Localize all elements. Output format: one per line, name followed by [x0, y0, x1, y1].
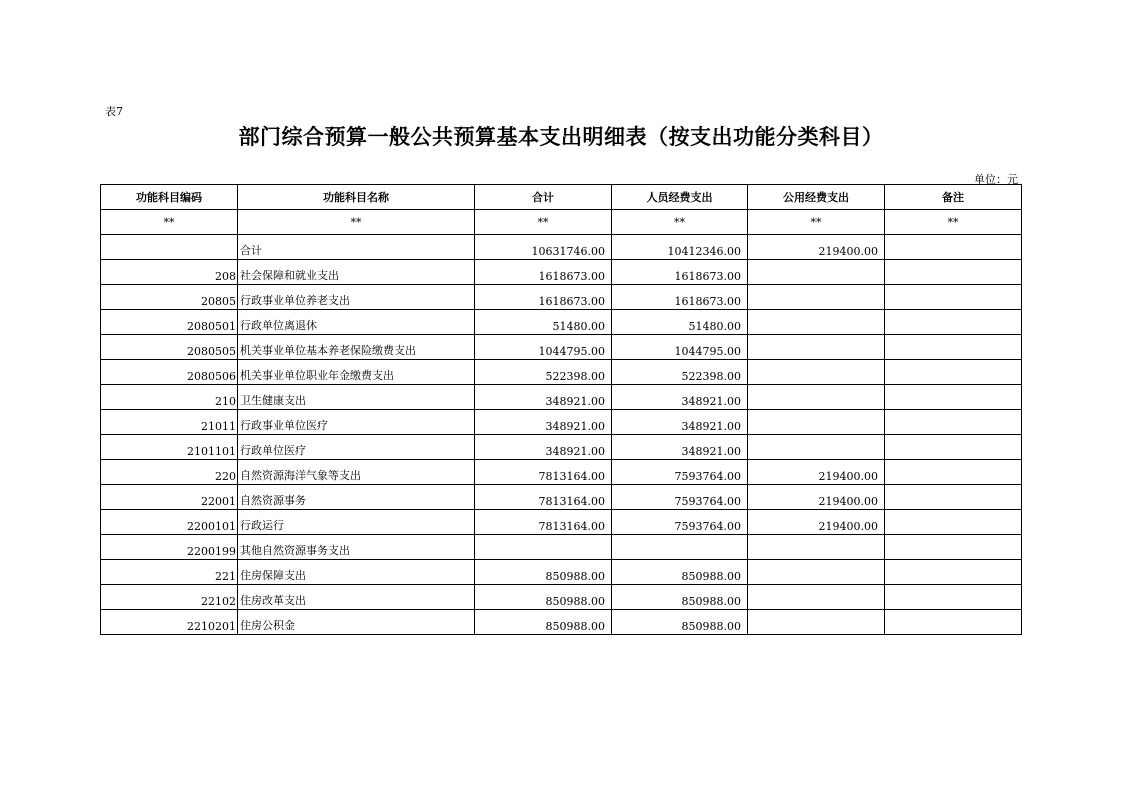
name-cell: 住房公积金 — [238, 610, 475, 635]
column-header: 人员经费支出 — [612, 185, 748, 210]
personnel-cell: 10412346.00 — [612, 235, 748, 260]
total-cell: 51480.00 — [475, 310, 612, 335]
personnel-cell: 7593764.00 — [612, 510, 748, 535]
page-title: 部门综合预算一般公共预算基本支出明细表（按支出功能分类科目） — [238, 125, 884, 149]
personnel-cell: 348921.00 — [612, 385, 748, 410]
name-cell: 机关事业单位职业年金缴费支出 — [238, 360, 475, 385]
name-cell: 其他自然资源事务支出 — [238, 535, 475, 560]
total-cell: 348921.00 — [475, 385, 612, 410]
note-cell — [885, 585, 1022, 610]
code-cell: 210 — [101, 385, 238, 410]
public-cell: 219400.00 — [748, 460, 885, 485]
code-cell — [101, 235, 238, 260]
table-row — [101, 460, 1022, 485]
code-cell: 22102 — [101, 585, 238, 610]
personnel-cell: 850988.00 — [612, 560, 748, 585]
public-cell — [748, 260, 885, 285]
total-cell — [475, 535, 612, 560]
note-cell — [885, 360, 1022, 385]
public-cell — [748, 610, 885, 635]
table-row — [101, 235, 1022, 260]
name-cell: 自然资源海洋气象等支出 — [238, 460, 475, 485]
table-number: 表7 — [105, 105, 123, 118]
total-cell: 1618673.00 — [475, 260, 612, 285]
table-row — [101, 560, 1022, 585]
note-cell — [885, 460, 1022, 485]
code-cell: 208 — [101, 260, 238, 285]
code-cell: 221 — [101, 560, 238, 585]
personnel-cell: 348921.00 — [612, 410, 748, 435]
note-cell — [885, 260, 1022, 285]
name-cell: 社会保障和就业支出 — [238, 260, 475, 285]
name-cell: 卫生健康支出 — [238, 385, 475, 410]
subheader-row — [101, 210, 1022, 235]
public-cell — [748, 435, 885, 460]
subheader-cell: ** — [748, 210, 885, 235]
personnel-cell: 7593764.00 — [612, 485, 748, 510]
name-cell: 自然资源事务 — [238, 485, 475, 510]
name-cell: 行政单位离退休 — [238, 310, 475, 335]
table-row — [101, 360, 1022, 385]
table-row — [101, 385, 1022, 410]
unit-label: 单位：元 — [974, 173, 1018, 186]
total-cell: 1618673.00 — [475, 285, 612, 310]
table-row — [101, 585, 1022, 610]
note-cell — [885, 385, 1022, 410]
code-cell: 2080505 — [101, 335, 238, 360]
total-cell: 7813164.00 — [475, 485, 612, 510]
public-cell — [748, 360, 885, 385]
code-cell: 2080506 — [101, 360, 238, 385]
total-cell: 7813164.00 — [475, 510, 612, 535]
personnel-cell: 1044795.00 — [612, 335, 748, 360]
note-cell — [885, 560, 1022, 585]
total-cell: 850988.00 — [475, 560, 612, 585]
column-header: 备注 — [885, 185, 1022, 210]
name-cell: 行政运行 — [238, 510, 475, 535]
name-cell: 住房改革支出 — [238, 585, 475, 610]
name-cell: 住房保障支出 — [238, 560, 475, 585]
code-cell: 21011 — [101, 410, 238, 435]
note-cell — [885, 535, 1022, 560]
personnel-cell: 7593764.00 — [612, 460, 748, 485]
column-header: 功能科目编码 — [101, 185, 238, 210]
code-cell: 220 — [101, 460, 238, 485]
header-row — [101, 185, 1022, 210]
total-cell: 348921.00 — [475, 435, 612, 460]
code-cell: 2200199 — [101, 535, 238, 560]
subheader-cell: ** — [885, 210, 1022, 235]
table-row — [101, 535, 1022, 560]
column-header: 功能科目名称 — [238, 185, 475, 210]
total-cell: 348921.00 — [475, 410, 612, 435]
note-cell — [885, 310, 1022, 335]
note-cell — [885, 410, 1022, 435]
column-header: 合计 — [475, 185, 612, 210]
total-cell: 10631746.00 — [475, 235, 612, 260]
subheader-cell: ** — [612, 210, 748, 235]
name-cell: 行政事业单位医疗 — [238, 410, 475, 435]
personnel-cell: 1618673.00 — [612, 285, 748, 310]
total-cell: 850988.00 — [475, 610, 612, 635]
name-cell: 机关事业单位基本养老保险缴费支出 — [238, 335, 475, 360]
code-cell: 22001 — [101, 485, 238, 510]
subheader-cell: ** — [475, 210, 612, 235]
public-cell: 219400.00 — [748, 510, 885, 535]
public-cell — [748, 335, 885, 360]
table-row — [101, 510, 1022, 535]
budget-table — [100, 184, 1022, 635]
name-cell: 行政事业单位养老支出 — [238, 285, 475, 310]
total-cell: 850988.00 — [475, 585, 612, 610]
total-cell: 1044795.00 — [475, 335, 612, 360]
note-cell — [885, 610, 1022, 635]
personnel-cell: 522398.00 — [612, 360, 748, 385]
personnel-cell — [612, 535, 748, 560]
subheader-cell: ** — [101, 210, 238, 235]
public-cell — [748, 585, 885, 610]
personnel-cell: 1618673.00 — [612, 260, 748, 285]
subheader-cell: ** — [238, 210, 475, 235]
public-cell — [748, 410, 885, 435]
public-cell — [748, 285, 885, 310]
table-row — [101, 260, 1022, 285]
public-cell — [748, 560, 885, 585]
note-cell — [885, 435, 1022, 460]
personnel-cell: 850988.00 — [612, 610, 748, 635]
note-cell — [885, 485, 1022, 510]
total-cell: 7813164.00 — [475, 460, 612, 485]
public-cell: 219400.00 — [748, 235, 885, 260]
table-row — [101, 310, 1022, 335]
table-row — [101, 610, 1022, 635]
name-cell: 行政单位医疗 — [238, 435, 475, 460]
table-row — [101, 485, 1022, 510]
public-cell — [748, 385, 885, 410]
personnel-cell: 850988.00 — [612, 585, 748, 610]
note-cell — [885, 285, 1022, 310]
column-header: 公用经费支出 — [748, 185, 885, 210]
public-cell: 219400.00 — [748, 485, 885, 510]
table-row — [101, 335, 1022, 360]
name-cell: 合计 — [238, 235, 475, 260]
note-cell — [885, 335, 1022, 360]
personnel-cell: 51480.00 — [612, 310, 748, 335]
note-cell — [885, 510, 1022, 535]
table-row — [101, 435, 1022, 460]
code-cell: 2080501 — [101, 310, 238, 335]
total-cell: 522398.00 — [475, 360, 612, 385]
code-cell: 20805 — [101, 285, 238, 310]
code-cell: 2101101 — [101, 435, 238, 460]
code-cell: 2200101 — [101, 510, 238, 535]
code-cell: 2210201 — [101, 610, 238, 635]
table-row — [101, 410, 1022, 435]
public-cell — [748, 310, 885, 335]
note-cell — [885, 235, 1022, 260]
personnel-cell: 348921.00 — [612, 435, 748, 460]
table-row — [101, 285, 1022, 310]
public-cell — [748, 535, 885, 560]
